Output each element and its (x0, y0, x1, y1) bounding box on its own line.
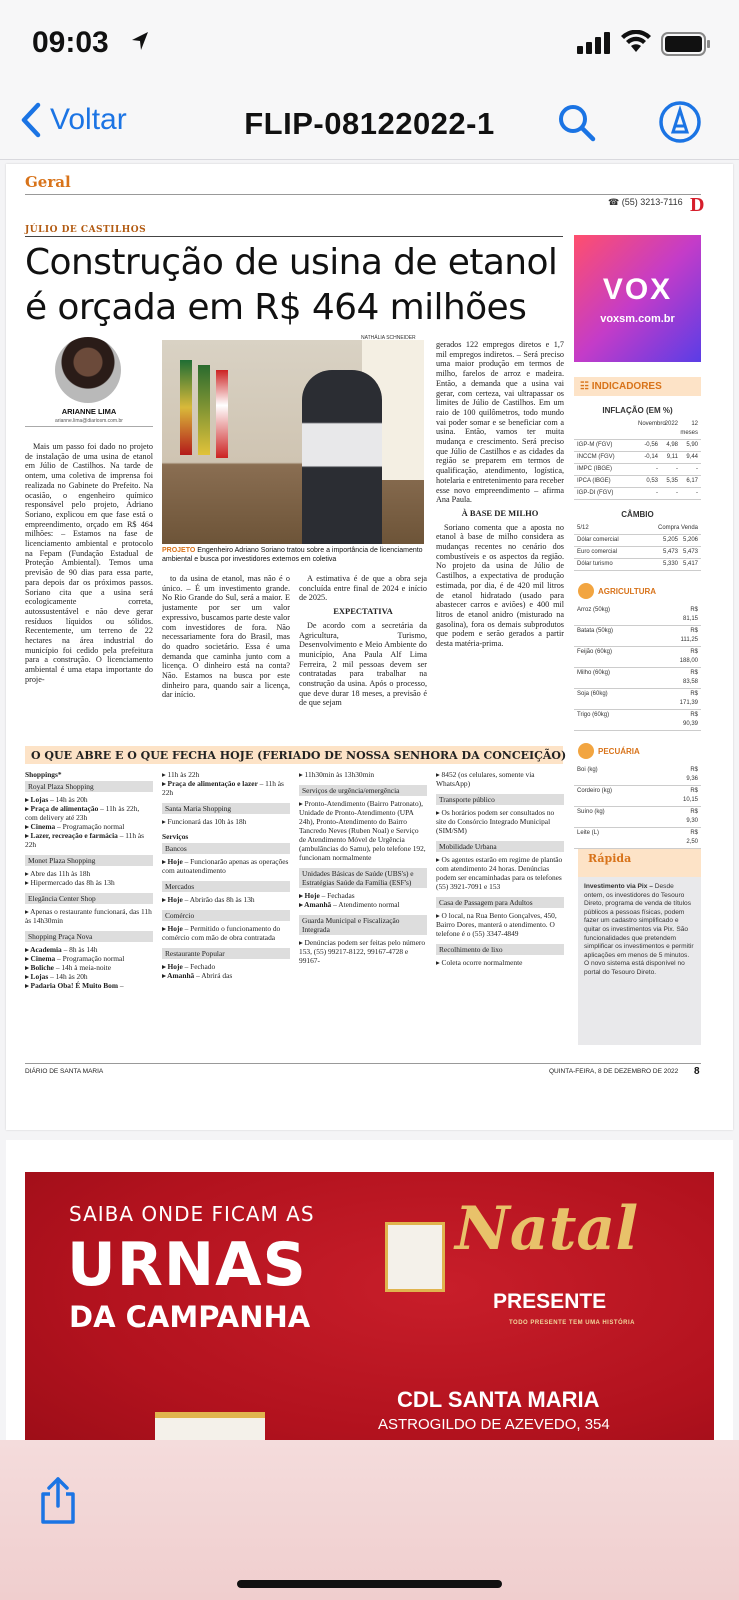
gift-box-image (385, 1222, 445, 1292)
table-cell: 4,98 (666, 442, 678, 448)
table-cell: -0,14 (644, 454, 658, 460)
table-cell: R$ 2,50 (686, 830, 698, 845)
divider (25, 426, 153, 427)
section-name: Geral (25, 173, 71, 191)
table-row (574, 419, 701, 440)
table-row (574, 689, 701, 710)
list-item: ▸ Funcionará das 10h às 18h (162, 817, 247, 826)
article-column-4 (436, 340, 564, 738)
table-cell: Trigo (60kg) (577, 712, 610, 718)
exchange-table (574, 523, 701, 571)
table-cell: IGP-DI (FGV) (577, 490, 614, 496)
rapida-title: Rápida (578, 849, 701, 877)
group-items (299, 891, 427, 909)
table-cell: 0,53 (646, 478, 658, 484)
table-cell: R$ 81,15 (682, 607, 698, 622)
group-box: Santa Maria Shopping (162, 803, 290, 814)
table-cell: Arroz (50kg) (577, 607, 611, 613)
cellular-signal-icon (577, 32, 611, 54)
table-cell: Venda (680, 525, 698, 531)
table-cell: - (696, 490, 698, 496)
ad-tagline: TODO PRESENTE TEM UMA HISTÓRIA (509, 1320, 636, 1326)
article-text: Mais um passo foi dado no projeto de instalação de uma usina de etanol em Júlio de Castilhos. Na tarde de ontem, uma coletiva de imprensa foi realizada no Gabinete do Prefeito. Na ocasião, o engenheiro químico responsável pelo projeto, Adriano Soriano, explicou em que fase está o empreendimento, orçado em R$ 464 milhões: – Estamos na fase de licenciamento ambiental e protocolo na Fepam (Fundação Estadual de Proteção Ambiental). Temos uma previsão de 90 dias para essa parte, para depois dar os próximos passos. Soriano cita que a usina será ecologicamente correta, autossustentável e não deve gerar resíduos líquidos ou sólidos. Recentemente, um terreno de 22 hectares na área industrial do município foi cedido pela prefeitura para a construção. O licenciamento ambiental é uma etapa importante do proje- (25, 442, 153, 684)
table-cell: Milho (60kg) (577, 670, 611, 676)
list-item: ▸ Hoje – Fechadas (299, 891, 355, 900)
table-cell: R$ 171,39 (679, 691, 698, 706)
list-item: ▸ Apenas o restaurante funcionará, das 11h às 14h30min (25, 907, 152, 925)
group-items (162, 857, 290, 875)
subheading: EXPECTATIVA (333, 606, 393, 617)
table-cell: 5,35 (666, 478, 678, 484)
photo-flag (198, 365, 210, 455)
author-avatar (55, 337, 121, 403)
table-cell: 9,44 (686, 454, 698, 460)
table-cell: R$ 9,36 (686, 767, 698, 782)
table-cell: R$ 90,39 (682, 712, 698, 727)
photo-flag (180, 360, 192, 455)
table-cell: Compra (658, 525, 680, 531)
vox-brand: VOX (602, 273, 673, 306)
table-cell: Dólar turismo (577, 561, 613, 567)
group-items (436, 855, 564, 891)
list-item: ▸ Hoje – Funcionarão apenas as operações com autoatendimento (162, 857, 289, 875)
table-row (574, 464, 701, 476)
group-box: Comércio (162, 910, 290, 921)
table-cell: Dólar comercial (577, 537, 619, 543)
home-indicator[interactable] (237, 1580, 502, 1588)
author-email: arianne.lima@diariosm.com.br (55, 418, 123, 424)
table-cell: -0,56 (644, 442, 658, 448)
article-photo (162, 340, 424, 544)
group-box: Casa de Passagem para Adultos (436, 897, 564, 908)
ad-natal: Natal (455, 1194, 639, 1264)
location-arrow-icon (130, 30, 150, 52)
table-cell: - (696, 466, 698, 472)
list-item: ▸ Praça de alimentação – 11h às 22h, com delivery até 23h (25, 804, 140, 822)
navigation-bar (0, 90, 739, 160)
table-cell: R$ 188,00 (679, 649, 698, 664)
table-row (574, 440, 701, 452)
livestock-title: PECUÁRIA (598, 746, 640, 756)
list-item: ▸ O local, na Rua Bento Gonçalves, 450, Bairro Dores, manterá o atendimento. O telefone é o (55) 3347-4849 (436, 911, 557, 938)
table-row (574, 535, 701, 547)
table-cell: Novembro (638, 421, 666, 427)
table-cell: - (676, 466, 678, 472)
rapida-body (578, 877, 701, 984)
table-cell: 5,330 (662, 561, 678, 567)
share-icon[interactable] (38, 1476, 78, 1526)
group-items (436, 911, 564, 938)
group-box: Mercados (162, 881, 290, 892)
list-item: ▸ Cinema – Programação normal (25, 822, 125, 831)
photo-credit: NATHÁLIA SCHNEIDER (361, 335, 416, 341)
group-items (436, 958, 564, 967)
list-item: ▸ Amanhã – Atendimento normal (299, 900, 400, 909)
ad-line-3: DA CAMPANHA (69, 1300, 311, 1334)
table-cell: Soja (60kg) (577, 691, 608, 697)
caption-text: Engenheiro Adriano Soriano tratou sobre a importância de licenciamento ambiental e busca por investidores externos em coletiva (162, 547, 423, 563)
newspaper-phone: ☎ (55) 3213-7116 (608, 197, 683, 207)
what-opens-title: O QUE ABRE E O QUE FECHA HOJE (FERIADO DE NOSSA SENHORA DA CONCEIÇÃO) (31, 749, 567, 762)
list-item: ▸ Hipermercado das 8h às 13h (25, 878, 115, 887)
table-cell: IGP-M (FGV) (577, 442, 613, 448)
table-row (574, 547, 701, 559)
opens-column-3 (299, 770, 427, 1050)
list-item: ▸ Denúncias podem ser feitas pelo número 153, (55) 99217-8122, 99167-4728 e 99167- (299, 938, 426, 965)
article-headline: Construção de usina de etanol é orçada em R$ 464 milhões (25, 242, 558, 328)
group-items (25, 795, 153, 849)
caption-tag: PROJETO (162, 547, 196, 554)
table-cell: 9,11 (666, 454, 678, 460)
inflation-title: INFLAÇÃO (EM %) (602, 406, 673, 415)
ad-presente: PRESENTE (493, 1290, 607, 1313)
indicators-title: INDICADORES (591, 381, 662, 392)
table-cell: Suíno (kg) (577, 809, 605, 815)
photo-flag (216, 370, 228, 458)
rapida-box (578, 849, 701, 1045)
ad-address: ASTROGILDO DE AZEVEDO, 354 (378, 1416, 610, 1433)
group-box: Serviços de urgência/emergência (299, 785, 427, 796)
group-box: Bancos (162, 843, 290, 854)
wheat-icon (578, 583, 594, 599)
group-items (162, 962, 290, 980)
group-box: Mobilidade Urbana (436, 841, 564, 852)
table-cell: 5,205 (662, 537, 678, 543)
vox-url: voxsm.com.br (600, 313, 675, 325)
divider (25, 194, 701, 195)
list-item: ▸ Lazer, recreação e farmácia – 11h às 22h (25, 831, 145, 849)
group-box: Unidades Básicas de Saúde (UBS's) e Estratégias Saúde da Família (ESF's) (299, 868, 427, 888)
table-cell: R$ 9,30 (686, 809, 698, 824)
table-cell: 12 meses (680, 421, 698, 436)
table-cell: INCCM (FGV) (577, 454, 615, 460)
table-row (574, 488, 701, 500)
table-cell: R$ 111,25 (680, 628, 698, 643)
table-cell (577, 420, 638, 438)
rapida-lead: Investimento via Pix – (584, 883, 653, 890)
indicators-header: ☷ INDICADORES (574, 377, 701, 396)
group-title: Shoppings* (25, 770, 62, 779)
agriculture-table (574, 605, 701, 731)
table-row (574, 668, 701, 689)
newspaper-logo: D (690, 194, 705, 216)
newspaper-page-2[interactable] (6, 1140, 733, 1440)
table-row (574, 626, 701, 647)
table-row (574, 605, 701, 626)
photo-caption (162, 546, 424, 564)
table-cell: Boi (kg) (577, 767, 598, 773)
group-box: Monet Plaza Shopping (25, 855, 153, 866)
article-text: to da usina de etanol, mas não é o único. – É um investimento grande. No Rio Grande do Sul, será a maior. E justamente por ser um valor expressivo, buscamos parte deste valor com investidores de fora. Não necessariamente fora do Brasil, mas do quadro societário. Essa é uma demanda que caminha junto com a licença. O dinheiro está na conta? Não. Estamos na busca por este dinheiro para, quando sair a licença, dar início. (162, 574, 290, 700)
status-bar (0, 0, 739, 90)
article-column-3 (299, 574, 427, 738)
table-cell: 5,206 (682, 537, 698, 543)
cow-icon (578, 743, 594, 759)
group-box: Shopping Praça Nova (25, 931, 153, 942)
footer-publication: DIÁRIO DE SANTA MARIA (25, 1068, 104, 1075)
ad-line-1: SAIBA ONDE FICAM AS (69, 1202, 315, 1226)
ad-cdl: CDL SANTA MARIA (397, 1387, 600, 1412)
opens-column-2 (162, 770, 290, 1050)
list-item: ▸ Lojas – 14h às 20h (25, 972, 88, 981)
gift-box-image (155, 1412, 265, 1440)
group-items (436, 808, 564, 835)
table-row (574, 523, 701, 535)
table-cell: - (656, 490, 658, 496)
table-cell: Feijão (60kg) (577, 649, 613, 655)
article-kicker: JÚLIO DE CASTILHOS (25, 225, 147, 235)
table-cell: 5,90 (686, 442, 698, 448)
list-item: ▸ Amanhã – Abrirá das (162, 971, 233, 980)
article-text: A estimativa é de que a obra seja concluída entre final de 2024 e início de 2025. (299, 574, 427, 603)
group-title: Serviços (162, 832, 189, 841)
markup-pen-icon[interactable] (658, 100, 702, 144)
ad-line-2: URNAS (67, 1230, 307, 1300)
cdl-christmas-ad (25, 1172, 714, 1440)
table-cell: 5/12 (577, 525, 589, 531)
table-row (574, 786, 701, 807)
group-box: Guarda Municipal e Fiscalização Integrada (299, 915, 427, 935)
table-row (574, 828, 701, 849)
bottom-toolbar (0, 1440, 739, 1600)
subheading: À BASE DE MILHO (461, 507, 539, 518)
list-item: ▸ 11h30min às 13h30min (299, 770, 375, 779)
table-row (574, 452, 701, 464)
table-cell: 2022 (664, 421, 678, 427)
group-items (299, 770, 427, 779)
table-cell: Euro comercial (577, 549, 618, 555)
list-item: ▸ Boliche – 14h à meia-noite (25, 963, 112, 972)
list-item: ▸ 11h às 22h (162, 770, 200, 779)
newspaper-page[interactable] (6, 164, 733, 1130)
article-column-2 (162, 574, 290, 738)
list-item: ▸ Pronto-Atendimento (Bairro Patronato), Unidade de Pronto-Atendimento (UPA 24h), Pronto-Atendimento do Bairro Tancredo Neves (Ruben Noal) e Serviço de Atendimento Móvel de Urgência (ambulâncias do Samu), pelo telefone 192, funcionam normalmente (299, 799, 426, 862)
table-cell: 6,17 (686, 478, 698, 484)
table-row (574, 647, 701, 668)
document-title: FLIP-08122022-1 (244, 106, 495, 141)
agriculture-title: AGRICULTURA (598, 586, 657, 596)
list-item: ▸ Academia – 8h às 14h (25, 945, 98, 954)
list-item: ▸ 8452 (os celulares, somente via WhatsApp) (436, 770, 535, 788)
divider (25, 1063, 701, 1064)
list-item: ▸ Lojas – 14h às 20h (25, 795, 88, 804)
group-items (299, 799, 427, 862)
list-item: ▸ Abre das 11h às 18h (25, 869, 91, 878)
table-row (574, 476, 701, 488)
table-cell: 5,417 (682, 561, 698, 567)
opens-column-4 (436, 770, 564, 1050)
table-cell: - (676, 490, 678, 496)
list-item: ▸ Os horários podem ser consultados no site do Consórcio Integrado Municipal (SIM/SM) (436, 808, 555, 835)
group-items (25, 907, 153, 925)
table-cell: 5,473 (662, 549, 678, 555)
group-box: Restaurante Popular (162, 948, 290, 959)
list-item: ▸ Hoje – Fechado (162, 962, 216, 971)
group-box: Royal Plaza Shopping (25, 781, 153, 792)
group-box: Transporte público (436, 794, 564, 805)
list-item: ▸ Hoje – Abrirão das 8h às 13h (162, 895, 255, 904)
livestock-header (578, 743, 701, 759)
table-cell: R$ 83,58 (682, 670, 698, 685)
rapida-text: Desde ontem, os investidores do Tesouro Direto, programa de venda de títulos públicos a pessoas físicas, podem fazer um cadastro simplificado e quitar os investimentos via Pix. São funcionalidades que pretendem simplificar os investimentos e permitir aplicações em menos de 5 minutos. O novo sistema está disponível no portal do Tesouro Direto. (584, 883, 694, 976)
table-cell: - (656, 466, 658, 472)
article-text: De acordo com a secretária da Agricultura, Turismo, Desenvolvimento e Meio Ambiente do município, Ana Paula Alf Lima Ferreira, 2 mil pessoas devem ser contratadas para trabalhar na construção da usina. Após o processo, que deve durar 18 meses, a previsão é de que sejam (299, 620, 427, 708)
table-row (574, 710, 701, 731)
status-time: 09:03 (32, 26, 109, 59)
list-item: ▸ Padaria Oba! É Muito Bom – (25, 981, 124, 990)
search-icon[interactable] (556, 102, 598, 144)
group-items (162, 817, 290, 826)
group-items (436, 770, 564, 788)
group-items (299, 938, 427, 965)
indicators-panel (574, 377, 701, 845)
table-row (574, 807, 701, 828)
table-cell: IMPC (IBGE) (577, 466, 613, 472)
table-row (574, 559, 701, 571)
inflation-table (574, 419, 701, 500)
table-cell: Batata (50kg) (577, 628, 614, 634)
table-row (574, 765, 701, 786)
article-column-1 (25, 442, 153, 738)
list-item: ▸ Praça de alimentação e lazer – 11h às 22h (162, 779, 284, 797)
vox-ad[interactable] (574, 235, 701, 362)
group-items (25, 869, 153, 887)
footer-date: QUINTA-FEIRA, 8 DE DEZEMBRO DE 2022 (549, 1068, 679, 1075)
livestock-table (574, 765, 701, 849)
agriculture-header (578, 583, 701, 599)
opens-column-1 (25, 770, 153, 1050)
group-box: Recolhimento de lixo (436, 944, 564, 955)
group-items (162, 895, 290, 904)
group-items (162, 770, 290, 797)
table-cell: Leite (L) (577, 830, 600, 836)
table-cell: 5,473 (682, 549, 698, 555)
phone-number: (55) 3213-7116 (621, 197, 683, 207)
battery-icon (661, 32, 711, 56)
list-item: ▸ Coleta ocorre normalmente (436, 958, 523, 967)
group-items (25, 945, 153, 990)
group-box: Elegância Center Shop (25, 893, 153, 904)
divider (25, 236, 563, 237)
back-label: Voltar (50, 103, 127, 136)
table-cell: R$ 10,15 (682, 788, 698, 803)
article-text: gerados 122 empregos diretos e 1,7 mil empregos indiretos. – Será preciso uma maior produção em termos de milho, farelos de arroz e madeira. Então, a demanda que a usina vai gerar, com certeza, vai ultrapassar os limites de Júlio de Castilhos. Em um raio de 100 quilômetros, todo mundo vai poder somar e se beneficiar com a usina. Então, vamos ter muita mudança e crescimento. Será preciso que Júlio de Castilhos e as cidades da região se preparem em termos de qualificação, atendimento, logística, hotelaria e entretenimento para receber esse novo empreendimento – afirma Ana Paula. (436, 340, 564, 505)
list-item: ▸ Os agentes estarão em regime de plantão com atendimento 24 horas. Denúncias podem ser encaminhadas para os telefones (55) 3921-7091 e 153 (436, 855, 563, 891)
group-items (162, 924, 290, 942)
list-item: ▸ Cinema – Programação normal (25, 954, 125, 963)
page-number: 8 (694, 1066, 700, 1077)
photo-person (302, 370, 382, 544)
table-cell: IPCA (IBGE) (577, 478, 611, 484)
wifi-icon (621, 30, 651, 54)
article-text: Soriano comenta que a aposta no etanol à base de milho considera as mudanças recentes no cenário dos combustíveis e os aspectos da região. No projeto da usina de Júlio de Castilhos, a expectativa de produção estimada, por dia, é de 420 mil litros de etanol hidratado (usado para abastecer carros e aviões) e 400 mil litros de etanol anidro (misturado na gasolina), fora os demais subprodutos que podem e serão gerados a partir desta matéria-prima. (436, 522, 564, 649)
table-cell: Cordeiro (kg) (577, 788, 613, 794)
exchange-title: CÂMBIO (621, 510, 654, 519)
author-name: ARIANNE LIMA (61, 407, 117, 416)
list-item: ▸ Hoje – Permitido o funcionamento do comércio com mão de obra contratada (162, 924, 281, 942)
